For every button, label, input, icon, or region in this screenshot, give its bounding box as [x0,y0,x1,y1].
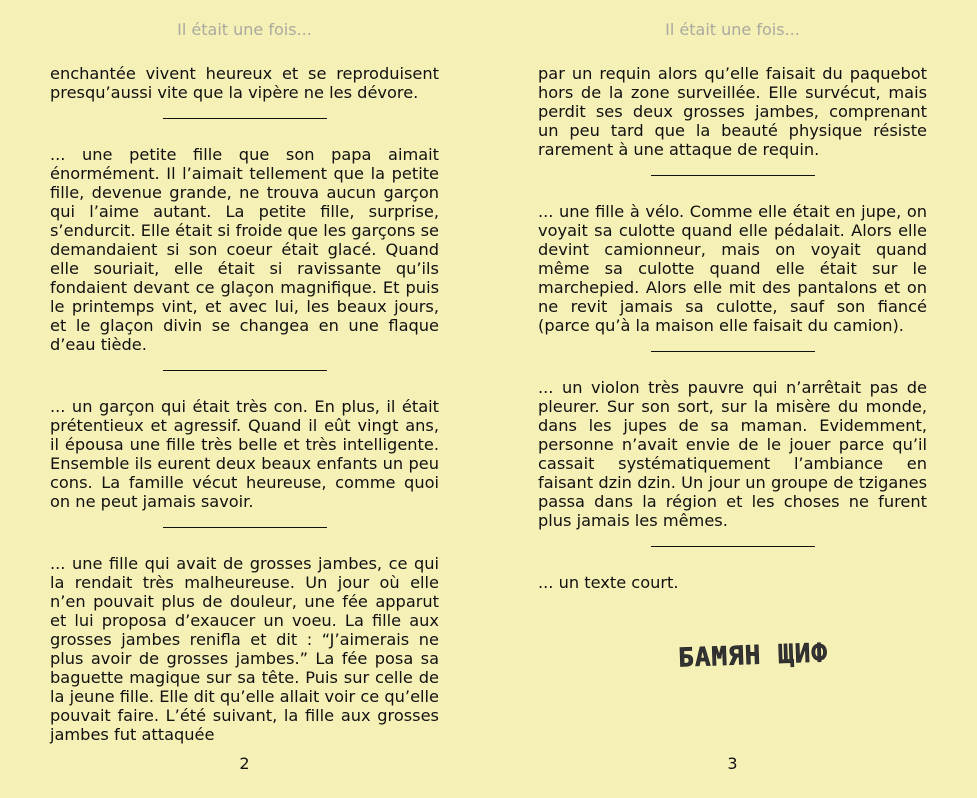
author-signature [668,632,838,676]
story-paragraph: par un requin alors qu’elle faisait du paquebot hors de la zone surveillée. Elle survécut, mais perdit ses deux grosses jambes, comprenant un peu tard que la beauté physique résiste rarement à une attaque de requin. [538,64,927,159]
right-page [538,0,927,798]
page-number-right: 3 [727,754,738,773]
page-number-left: 2 [239,754,250,773]
right-page-body [538,64,927,592]
story-paragraph: enchantée vivent heureux et se reproduisent presqu’aussi vite que la vipère ne les dévore. [50,64,439,102]
story-separator [163,118,327,119]
story-paragraph: ... un garçon qui était très con. En plus, il était prétentieux et agressif. Quand il eût vingt ans, il épousa une fille très belle et très intelligente. Ensemble ils eurent deux beaux enfants un peu cons. La famille vécut heureuse, comme quoi on ne peut jamais savoir. [50,397,439,511]
story-paragraph: ... un texte court. [538,573,679,592]
left-page [50,0,439,798]
signature-text: БАМЯН ЩИФ [677,638,829,674]
left-page-body [50,64,439,744]
story-separator [651,175,815,176]
story-paragraph: ... une fille à vélo. Comme elle était en jupe, on voyait sa culotte quand elle pédalait. Alors elle devint camionneur, mais on voyait quand même sa culotte quand elle était sur le marchepied. Alors elle mit des pantalons et on ne revit jamais sa culotte, sauf son fiancé (parce qu’à la maison elle faisait du camion). [538,202,927,335]
story-separator [651,351,815,352]
story-separator [163,527,327,528]
story-separator [651,546,815,547]
story-paragraph: ... une petite fille que son papa aimait énormément. Il l’aimait tellement que la petite fille, devenue grande, ne trouva aucun garçon qui l’aime autant. La petite fille, surprise, s’endurcit. Elle était si froide que les garçons se demandaient si son coeur était glacé. Quand elle souriait, elle était si ravissante qu’ils fondaient devant ce glaçon magnifique. Et puis le printemps vint, et avec lui, les beaux jours, et le glaçon divin se changea en une flaque d’eau tiède. [50,145,439,354]
story-paragraph: ... un violon très pauvre qui n’arrêtait pas de pleurer. Sur son sort, sur la misère du monde, dans les jupes de sa maman. Evidemment, personne n’avait envie de le jouer parce qu’il cassait systématiquement l’ambiance en faisant dzin dzin. Un jour un groupe de tziganes passa dans la région et les choses ne furent plus jamais les mêmes. [538,378,927,530]
story-paragraph: ... une fille qui avait de grosses jambes, ce qui la rendait très malheureuse. Un jour où elle n’en pouvait plus de douleur, une fée apparut et lui proposa d’exaucer un voeu. La fille aux grosses jambes renifla et dit : “J’aimerais ne plus avoir de grosses jambes.” La fée posa sa baguette magique sur sa tête. Puis sur celle de la jeune fille. Elle dit qu’elle allait voir ce qu’elle pouvait faire. L’été suivant, la fille aux grosses jambes fut attaquée [50,554,439,744]
running-title-right: Il était une fois... [665,20,800,39]
story-separator [163,370,327,371]
running-title-left: Il était une fois... [177,20,312,39]
